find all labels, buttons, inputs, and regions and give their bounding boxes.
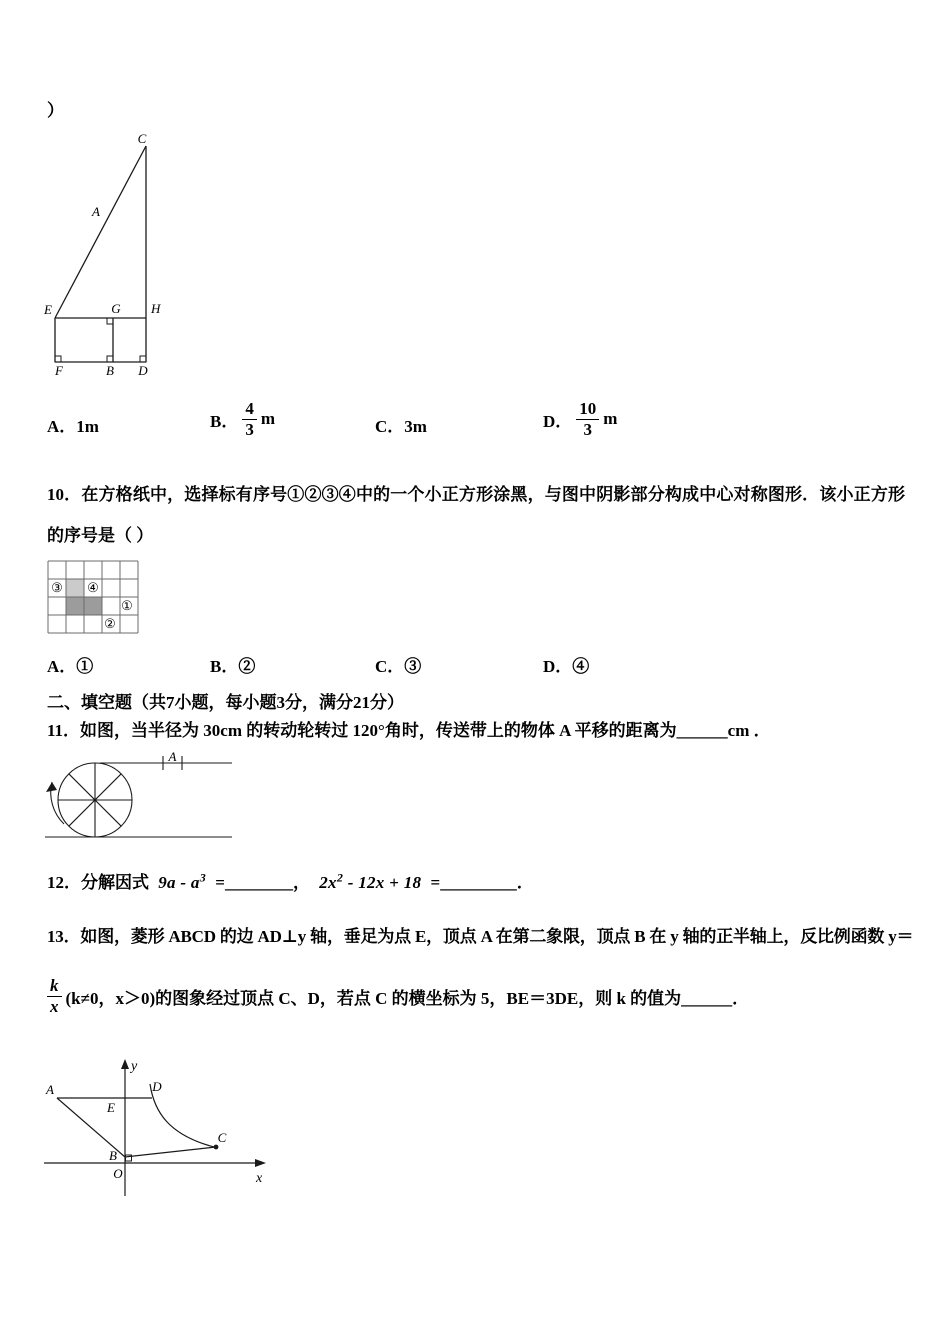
q12-expr2-base: 2x: [319, 873, 337, 892]
x-axis-arrowhead: [255, 1159, 266, 1167]
q13-fraction-denominator: x: [50, 996, 59, 1016]
q9-choice-d-numerator: 10: [576, 399, 599, 420]
fig-graph-label-o: O: [113, 1166, 123, 1181]
q12-expression-2: [319, 870, 422, 892]
question-13-line1: 13．如图，菱形 ABCD 的边 AD⊥y 轴，垂足为点 E，顶点 A 在第二象限，顶点 B 在 y 轴的正半轴上，反比例函数 y＝: [47, 927, 914, 946]
q9-choice-b-fraction: [242, 399, 257, 439]
y-axis-arrowhead: [121, 1059, 129, 1069]
q12-label: 12．分解因式: [47, 873, 149, 892]
q9-choice-b-denominator: 3: [245, 419, 254, 439]
q12-blank-2: =_________．: [430, 873, 534, 892]
question-12: [47, 868, 534, 893]
q13-fraction-numerator: k: [47, 976, 62, 997]
q9-choice-c: C．3m: [375, 417, 427, 436]
fig-geometry-label-h: H: [151, 301, 161, 316]
q10-choice-a: A．①: [47, 657, 94, 676]
point-c-dot: [214, 1145, 219, 1150]
q9-choice-b-unit: m: [260, 409, 276, 428]
fig-graph-label-a: A: [46, 1082, 54, 1097]
q12-expression-1: [158, 870, 207, 892]
q10-choice-b: B．②: [210, 657, 256, 676]
fig-grid-label-4: ④: [87, 580, 99, 595]
fig-grid-label-3: ③: [51, 580, 63, 595]
q9-choice-d-unit: m: [603, 409, 618, 428]
fig-geometry-triangle: [42, 132, 170, 380]
q12-expr2-exponent: 2: [336, 870, 344, 885]
fig-graph-label-x: x: [256, 1171, 263, 1186]
fig-wheel-label-a: A: [168, 750, 177, 764]
fig-geometry-label-d: D: [138, 363, 148, 378]
question-13-line2: [47, 970, 749, 1022]
fig-wheel-conveyor: [42, 750, 247, 845]
fig-rhombus-hyperbola: [38, 1056, 278, 1206]
stray-paren: ）: [47, 101, 64, 120]
q12-expr1-exponent: 3: [199, 870, 207, 885]
fig-geometry-label-b: B: [106, 363, 114, 378]
fig-graph-label-d: D: [152, 1079, 162, 1094]
question-11-text: 11．如图，当半径为 30cm 的转动轮转过 120°角时，传送带上的物体 A 平移的距离为______cm ．: [47, 721, 771, 740]
q9-choice-b: [210, 394, 275, 444]
q12-expr2-rest: - 12x + 18: [343, 873, 422, 892]
section-2-title: 二、填空题（共7小题，每小题3分，满分21分）: [47, 693, 404, 712]
fig-graph-label-y: y: [131, 1059, 138, 1074]
fig-geometry-label-f: F: [55, 363, 63, 378]
fig-graph-label-c: C: [217, 1130, 227, 1145]
q9-choice-b-label: B．: [210, 411, 239, 431]
q10-choice-d: D．④: [543, 657, 590, 676]
q13-line2-text: (k≠0，x＞0)的图象经过顶点 C、D，若点 C 的横坐标为 5，BE＝3DE，则 k 的值为______．: [65, 988, 750, 1008]
fig-grid-label-1: ①: [121, 598, 133, 613]
q9-choice-d-label: D．: [543, 411, 573, 431]
question-10-text: 10．在方格纸中，选择标有序号①②③④中的一个小正方形涂黑，与图中阴影部分构成中心对称图形．该小正方形的序号是（ ）: [47, 485, 905, 545]
q12-expr1-base: 9a - a: [158, 873, 200, 892]
fig-graph-label-b: B: [109, 1148, 117, 1163]
fig-geometry-label-a: A: [92, 204, 100, 219]
q10-choice-c: C．③: [375, 657, 422, 676]
fig-geometry-label-c: C: [137, 132, 147, 146]
fig-graph-label-e: E: [107, 1100, 115, 1115]
fig-grid-label-2: ②: [104, 616, 116, 631]
q9-choice-d: [543, 394, 617, 444]
q12-blank-1: =________，: [215, 873, 310, 892]
rotation-arrowhead: [46, 782, 57, 792]
q9-choice-d-denominator: 3: [583, 419, 593, 439]
fig-geometry-label-g: G: [111, 301, 121, 316]
q13-fraction: [47, 976, 62, 1016]
q9-choice-b-numerator: 4: [242, 399, 257, 420]
fig-geometry-label-e: E: [44, 302, 52, 317]
q9-choice-d-fraction: [576, 399, 599, 439]
fig-grid-squares: [47, 560, 139, 634]
q9-choice-a: A．1m: [47, 417, 99, 436]
